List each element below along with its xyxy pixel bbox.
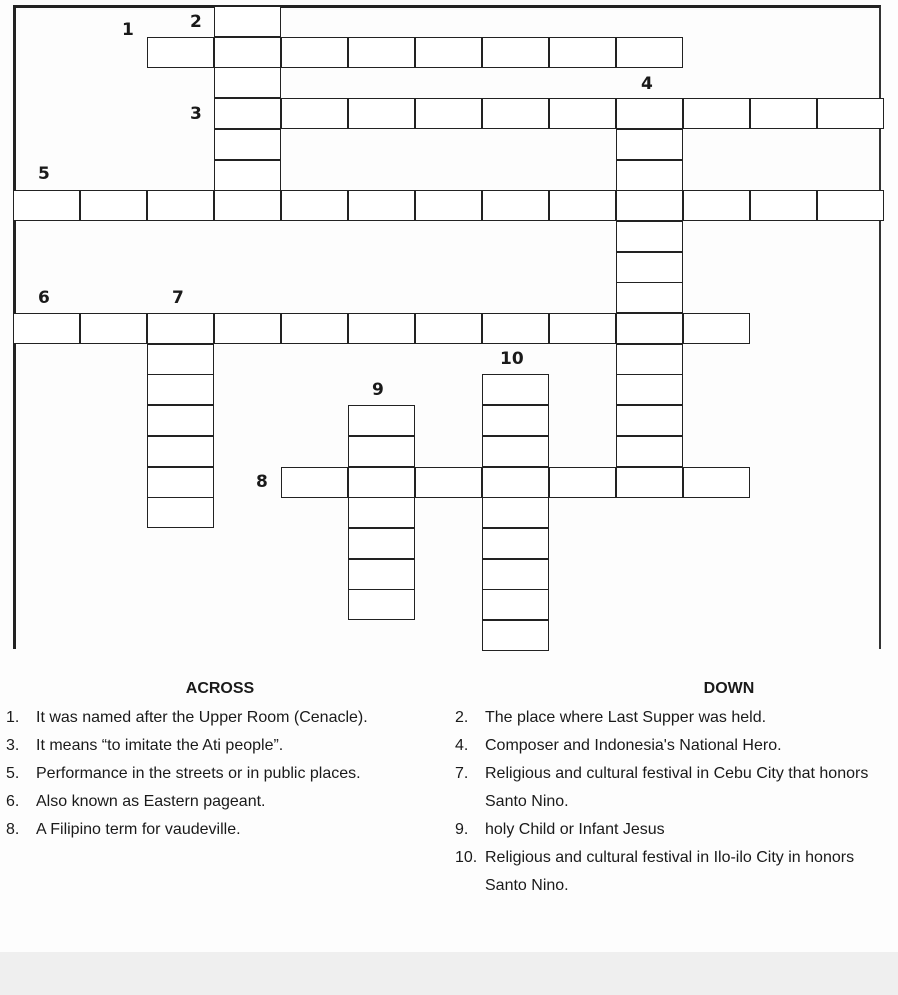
crossword-cell[interactable] [80,190,147,221]
down-clue [449,816,889,844]
crossword-cell[interactable] [616,436,683,467]
clue-number: 5. [6,765,20,782]
crossword-cell[interactable] [348,405,415,436]
down-clues [449,680,889,900]
crossword-cell[interactable] [214,6,281,37]
across-clue [0,788,440,816]
clue-number: 8. [6,821,20,838]
crossword-cell[interactable] [616,405,683,436]
clue-number-label: 3 [190,104,202,124]
crossword-cell[interactable] [817,190,884,221]
crossword-cell[interactable] [549,98,616,129]
crossword-cell[interactable] [147,313,214,344]
crossword-cell[interactable] [683,190,750,221]
clue-number: 4. [455,737,469,754]
crossword-cell[interactable] [549,467,616,498]
clue-number-label: 10 [500,349,524,369]
clue-number: 9. [455,821,469,838]
crossword-cell[interactable] [683,98,750,129]
crossword-cell[interactable] [281,313,348,344]
crossword-cell[interactable] [281,467,348,498]
crossword-cell[interactable] [616,344,683,375]
crossword-cell[interactable] [616,467,683,498]
clue-number-label: 5 [38,164,50,184]
crossword-cell[interactable] [616,98,683,129]
crossword-cell[interactable] [147,37,214,68]
across-clues [0,680,440,844]
crossword-cell[interactable] [13,313,80,344]
crossword-cell[interactable] [482,37,549,68]
crossword-cell[interactable] [750,98,817,129]
clue-text: Religious and cultural festival in Ilo-ilo City in honors Santo Nino. [485,849,855,894]
crossword-cell[interactable] [549,37,616,68]
clue-text: Religious and cultural festival in Cebu City that honors Santo Nino. [485,765,869,810]
clue-text: The place where Last Supper was held. [485,709,767,726]
crossword-cell[interactable] [348,98,415,129]
clue-number-label: 2 [190,12,202,32]
crossword-cell[interactable] [683,467,750,498]
crossword-cell[interactable] [616,160,683,191]
clue-number: 10. [455,849,478,866]
crossword-cell[interactable] [616,129,683,160]
clue-number: 3. [6,737,20,754]
across-clue [0,816,440,844]
clue-number-label: 4 [641,74,653,94]
crossword-cell[interactable] [348,37,415,68]
crossword-cell[interactable] [281,98,348,129]
crossword-cell[interactable] [147,467,214,498]
clue-number-label: 9 [372,380,384,400]
crossword-cell[interactable] [482,559,549,590]
crossword-cell[interactable] [13,190,80,221]
down-clue [449,844,889,900]
clue-text: It was named after the Upper Room (Cenacle). [36,709,368,726]
clue-text: Composer and Indonesia's National Hero. [485,737,782,754]
crossword-cell[interactable] [482,589,549,620]
clue-number: 6. [6,793,20,810]
crossword-cell[interactable] [214,67,281,98]
crossword-cell[interactable] [616,37,683,68]
down-clue [449,732,889,760]
crossword-cell[interactable] [147,190,214,221]
crossword-cell[interactable] [348,313,415,344]
across-clue [0,760,440,788]
bottom-bar [0,952,898,995]
crossword-cell[interactable] [214,37,281,68]
clue-text: Also known as Eastern pageant. [36,793,266,810]
clue-number: 7. [455,765,469,782]
crossword-cell[interactable] [482,497,549,528]
across-heading: ACROSS [185,680,255,697]
crossword-cell[interactable] [549,313,616,344]
crossword-cell[interactable] [482,313,549,344]
crossword-cell[interactable] [415,37,482,68]
crossword-cell[interactable] [616,252,683,283]
crossword-cell[interactable] [482,98,549,129]
clue-text: A Filipino term for vaudeville. [36,821,241,838]
clue-number-label: 8 [256,472,268,492]
crossword-cell[interactable] [348,559,415,590]
clue-number-label: 1 [122,20,134,40]
crossword-cell[interactable] [482,436,549,467]
crossword-cell[interactable] [147,436,214,467]
crossword-cell[interactable] [147,497,214,528]
clue-number: 2. [455,709,469,726]
crossword-cell[interactable] [147,374,214,405]
crossword-cell[interactable] [348,467,415,498]
clue-text: holy Child or Infant Jesus [485,821,665,838]
crossword-cell[interactable] [616,374,683,405]
crossword-cell[interactable] [616,221,683,252]
crossword-cell[interactable] [281,190,348,221]
crossword-cell[interactable] [482,405,549,436]
crossword-cell[interactable] [549,190,616,221]
clue-text: It means “to imitate the Ati people”. [36,737,284,754]
crossword-cell[interactable] [482,620,549,651]
crossword-cell[interactable] [348,528,415,559]
down-clue [449,704,889,732]
crossword-cell[interactable] [214,129,281,160]
crossword-cell[interactable] [281,37,348,68]
crossword-cell[interactable] [817,98,884,129]
crossword-cell[interactable] [348,497,415,528]
clue-number-label: 7 [172,288,184,308]
clue-number-label: 6 [38,288,50,308]
crossword-cell[interactable] [482,467,549,498]
crossword-cell[interactable] [616,282,683,313]
clue-text: Performance in the streets or in public places. [36,765,361,782]
crossword-cell[interactable] [415,190,482,221]
crossword-cell[interactable] [214,98,281,129]
crossword-cell[interactable] [80,313,147,344]
crossword-cell[interactable] [348,589,415,620]
crossword-cell[interactable] [147,344,214,375]
clue-number: 1. [6,709,20,726]
crossword-cell[interactable] [214,313,281,344]
crossword-cell[interactable] [214,160,281,191]
crossword-cell[interactable] [415,313,482,344]
crossword-cell[interactable] [147,405,214,436]
across-clue [0,732,440,760]
crossword-cell[interactable] [415,98,482,129]
crossword-cell[interactable] [683,313,750,344]
down-clue [449,760,889,816]
across-clue [0,704,440,732]
crossword-cell[interactable] [750,190,817,221]
crossword-cell[interactable] [616,313,683,344]
crossword-cell[interactable] [482,374,549,405]
crossword-cell[interactable] [348,436,415,467]
crossword-cell[interactable] [214,190,281,221]
crossword-cell[interactable] [616,190,683,221]
crossword-cell[interactable] [482,190,549,221]
crossword-cell[interactable] [415,467,482,498]
crossword-cell[interactable] [348,190,415,221]
crossword-cell[interactable] [482,528,549,559]
down-heading: DOWN [703,680,755,697]
